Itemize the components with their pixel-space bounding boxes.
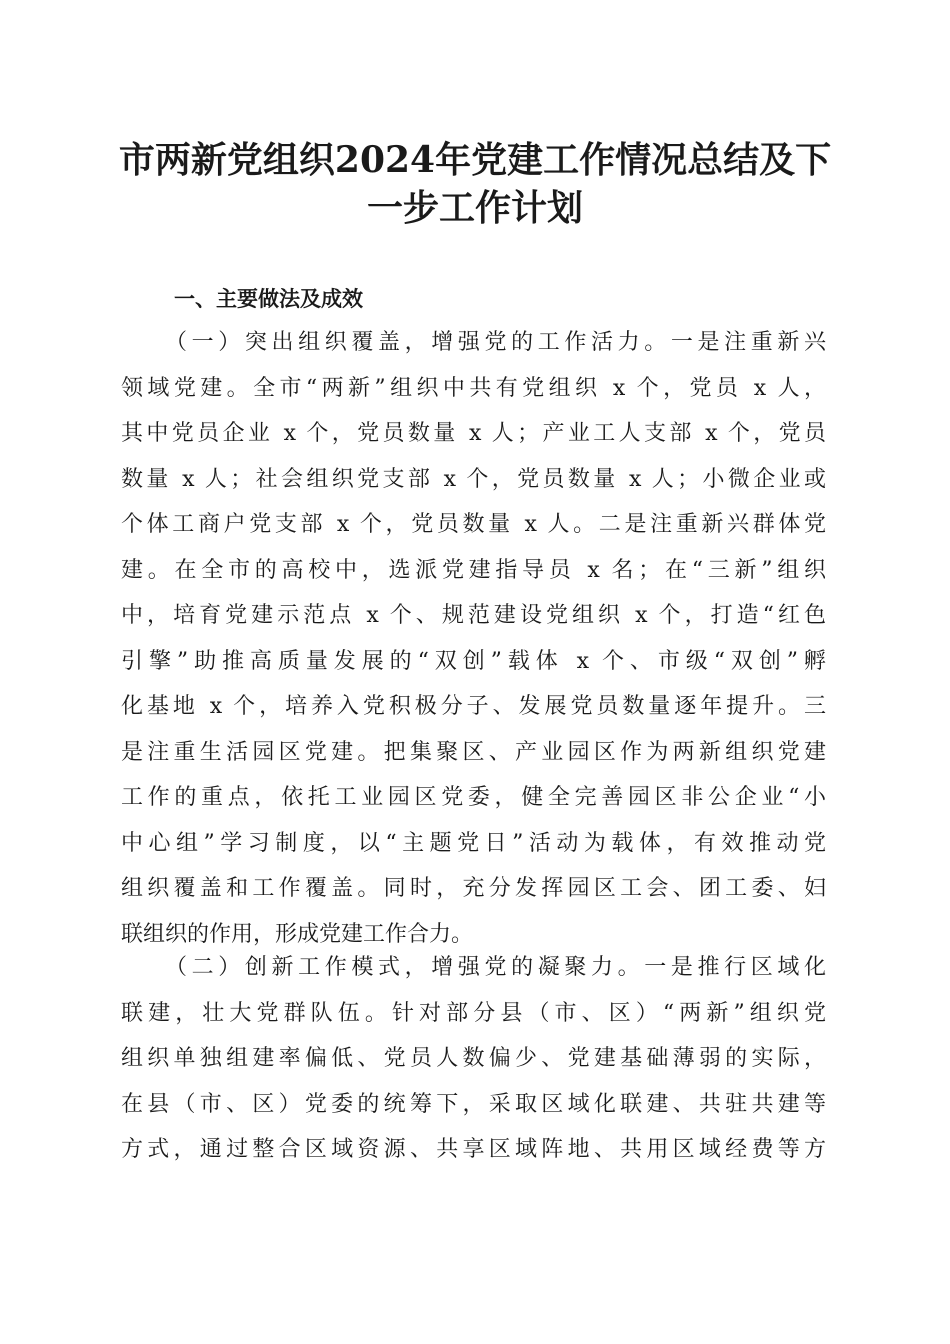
paragraph-work-model-innovation (121, 945, 826, 1173)
text-line: 在县（市、区）党委的统筹下，采取区域化联建、共驻共建等 (121, 1091, 826, 1117)
text-line: 组织覆盖和工作覆盖。同时，充分发挥园区工会、团工委、妇 (121, 876, 826, 901)
text-line: （二）创新工作模式，增强党的凝聚力。一是推行区域化 (165, 955, 826, 980)
title-line-2: 一步工作计划 (366, 187, 583, 229)
paragraph-organization-coverage (121, 320, 826, 957)
text-line: 领域党建。全市“两新”组织中共有党组织 x 个，党员 x 人， (121, 375, 826, 401)
text-line: 中，培育党建示范点 x 个、规范建设党组织 x 个，打造“红色 (121, 603, 826, 628)
text-line: 工作的重点，依托工业园区党委，健全完善园区非公企业“小 (121, 785, 826, 810)
document-title (100, 136, 850, 232)
text-line: 方式，通过整合区域资源、共享区域阵地、共用区域经费等方 (121, 1137, 826, 1162)
text-line: 中心组”学习制度，以“主题党日”活动为载体，有效推动党 (121, 830, 826, 856)
text-line: 引擎”助推高质量发展的“双创”载体 x 个、市级“双创”孵 (121, 648, 826, 674)
text-line: （一）突出组织覆盖，增强党的工作活力。一是注重新兴 (165, 330, 826, 355)
section-heading: 一、主要做法及成效 (174, 287, 363, 311)
text-line: 数量 x 人；社会组织党支部 x 个，党员数量 x 人；小微企业或 (121, 466, 826, 492)
text-line: 联组织的作用，形成党建工作合力。 (121, 921, 474, 947)
title-line-1: 市两新党组织2024年党建工作情况总结及下 (118, 139, 832, 181)
text-line: 联建，壮大党群队伍。针对部分县（市、区）“两新”组织党 (121, 1000, 826, 1026)
text-line: 是注重生活园区党建。把集聚区、产业园区作为两新组织党建 (121, 739, 826, 765)
text-line: 建。在全市的高校中，选派党建指导员 x 名；在“三新”组织 (121, 557, 826, 583)
text-line: 化基地 x 个，培养入党积极分子、发展党员数量逐年提升。三 (121, 694, 826, 719)
text-line: 其中党员企业 x 个，党员数量 x 人；产业工人支部 x 个，党员 (121, 421, 826, 446)
text-line: 组织单独组建率偏低、党员人数偏少、党建基础薄弱的实际， (121, 1046, 826, 1071)
text-line: 个体工商户党支部 x 个，党员数量 x 人。二是注重新兴群体党 (121, 512, 826, 537)
